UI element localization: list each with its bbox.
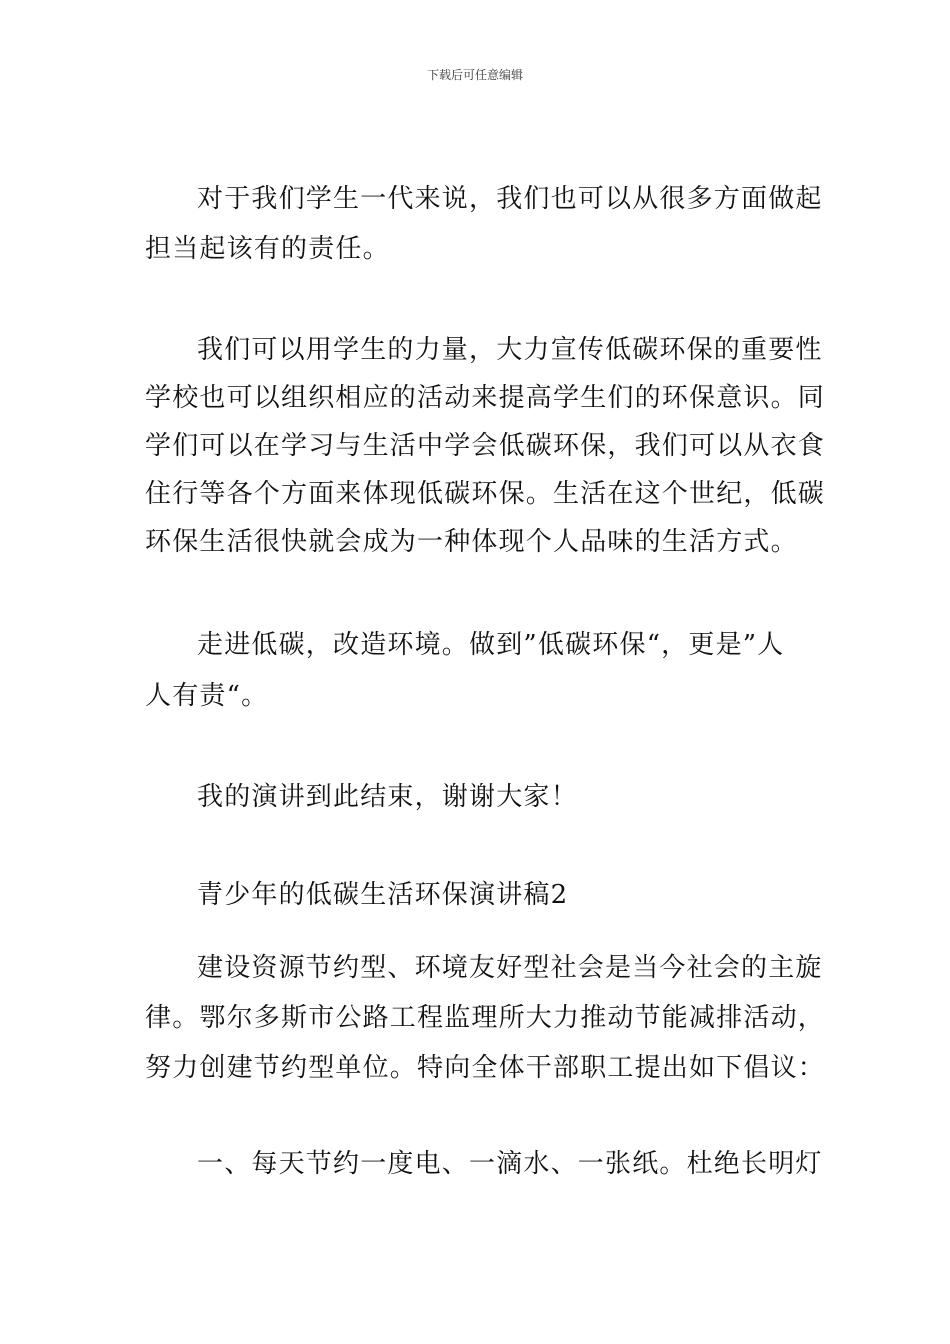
paragraph-line: 环保生活很快就会成为一种体现个人品味的生活方式。 [145, 527, 798, 557]
paragraph-line: 担当起该有的责任。 [145, 234, 390, 264]
paragraph-line: 一、每天节约一度电、一滴水、一张纸。杜绝长明灯 [197, 1149, 823, 1179]
paragraph-line: 学校也可以组织相应的活动来提高学生们的环保意识。同 [145, 383, 826, 413]
paragraph-line: 对于我们学生一代来说，我们也可以从很多方面做起 [197, 184, 823, 214]
section-title: 青少年的低碳生活环保演讲稿2 [197, 880, 569, 910]
paragraph-line: 建设资源节约型、环境友好型社会是当今社会的主旋 [197, 953, 823, 983]
page-header: 下载后可任意编辑 [426, 68, 523, 82]
paragraph-line: 住行等各个方面来体现低碳环保。生活在这个世纪，低碳 [145, 479, 826, 509]
paragraph-line: 努力创建节约型单位。特向全体干部职工提出如下倡议： [145, 1053, 826, 1083]
paragraph-line: 我们可以用学生的力量，大力宣传低碳环保的重要性 [197, 335, 823, 365]
paragraph-line: 我的演讲到此结束，谢谢大家！ [197, 782, 578, 812]
paragraph-line: 走进低碳，改造环境。做到”低碳环保“，更是”人 [197, 630, 785, 660]
paragraph-line: 人有责“。 [145, 681, 269, 711]
paragraph-line: 学们可以在学习与生活中学会低碳环保，我们可以从衣食 [145, 431, 826, 461]
paragraph-line: 律。鄂尔多斯市公路工程监理所大力推动节能减排活动， [145, 1003, 826, 1033]
